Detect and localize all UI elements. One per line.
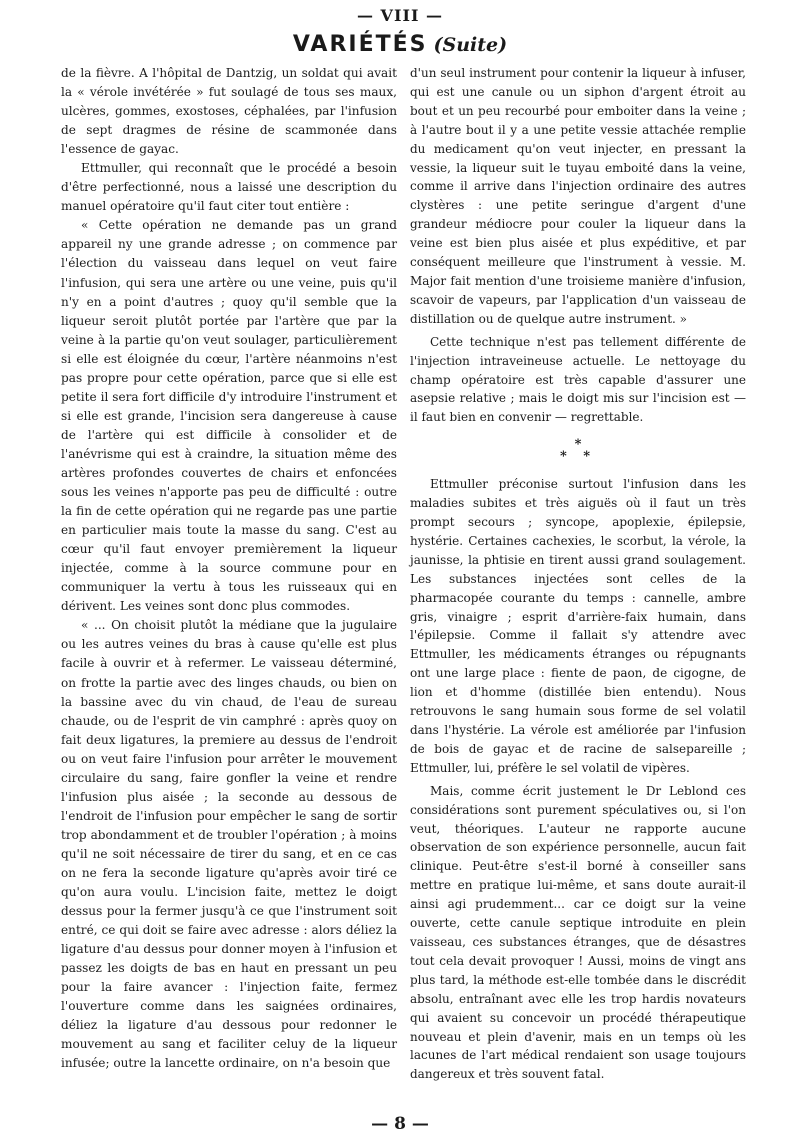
asterism-top: * xyxy=(574,437,582,453)
asterism-bottom: * * xyxy=(559,449,597,465)
right-column xyxy=(410,64,746,1084)
page-number: — 8 — xyxy=(371,1114,429,1134)
asterism-separator xyxy=(410,439,746,463)
left-column xyxy=(61,64,397,1073)
quoted-paragraph: « Cette opération ne demande pas un grand appareil ny une grande adresse ; on commence par l'élection du vaisseau dans lequel on veut faire l'infusion, qui sera une artère ou une veine, puis qu'il n'y en a point d'autres ; quoy qu'il semble que la liqueur seroit plutôt portée par l'artère que par la veine à la partie qu'on veut soulager, particulièrement si elle est éloignée du cœur, l'artère néanmoins n'est pas propre pour cette opération, parce que si elle est petite il sera fort difficile d'y introduire l'instrument et si elle est grande, l'incision sera dangereuse à cause de l'artère qui est difficile à consolider et de l'anévrisme qui est à craindre, la situation même des artères profondes couvertes de chairs et enfoncées sous les veines n'apporte pas peu de difficulté : outre la fin de cette opération qui ne regarde pas une partie en particulier mais toute la masse du sang. C'est au cœur qu'il faut envoyer premièrement la liqueur injectée, comme à la source commune pour en communiquer la vertu à tous les ruisseaux qui en dérivent. Les veines sont donc plus commodes. xyxy=(61,218,397,614)
quoted-paragraph: d'un seul instrument pour contenir la liqueur à infuser, qui est une canule ou un siphon d'argent étroit au bout et un peu recourbé pour emboiter dans la veine ; à l'autre bout il y a une petite vessie attachée remplie du medicament qu'on veut injecter, en pressant la vessie, la liqueur suit le tuyau emboité dans la veine, comme il arrive dans l'injection ordinaire des autres clystères : une petite seringue d'argent d'une grandeur médiocre pour couler la liqueur dans la veine est bien plus aisée et plus expéditive, et par conséquent meilleure que l'instrument à vessie. M. Major fait mention d'une troisieme manière d'infusion, scavoir de vapeurs, par l'application d'un vaisseau de distillation ou de quelque autre instrument. » xyxy=(410,66,746,326)
paragraph: Cette technique n'est pas tellement différente de l'injection intraveineuse actuelle. Le nettoyage du champ opératoire est très capable d'assurer une asepsie relative ; mais le doigt mis sur l'incision est — il faut bien en convenir — regrettable. xyxy=(410,334,746,425)
roman-folio: — VIII — xyxy=(356,6,443,25)
quoted-paragraph: « ... On choisit plutôt la médiane que la jugulaire ou les autres veines du bras à cause qu'elle est plus facile à ouvrir et à refermer. Le vaisseau déterminé, on frotte la partie avec des linges chauds, ou bien on la bassine avec du vin chaud, de l'eau de sureau chaude, ou de l'esprit de vin camphré : après quoy on fait deux ligatures, la premiere au dessus de l'endroit ou on veut faire l'infusion pour arrêter le mouvement circulaire du sang, faire gonfler la veine et rendre l'infusion plus aisée ; la seconde au dessous de l'endroit de l'infusion pour empêcher le sang de sortir trop abondamment et de troubler l'opération ; à moins qu'il ne soit nécessaire de tirer du sang, et en ce cas on ne fera la seconde ligature qu'après avoir tiré ce qu'on aura voulu. L'incision faite, mettez le doigt dessus pour la fermer jusqu'à ce que l'instrument soit entré, ce qui doit se faire avec adresse : alors déliez la ligature d'au dessus pour donner moyen à l'infusion et passez les doigts de bas en haut en pressant un peu pour la faire avancer : l'injection faite, fermez l'ouverture comme dans les saignées ordinaires, déliez la ligature d'au dessous pour redonner le mouvement au sang et faciliter celuy de la liqueur infusée; outre la lancette ordinaire, on n'a besoin que xyxy=(61,618,397,1071)
section-title-suffix: (Suite) xyxy=(433,34,508,56)
paragraph: Ettmuller, qui reconnaît que le procédé a besoin d'être perfectionné, nous a laissé une description du manuel opératoire qu'il faut citer tout entière : xyxy=(61,161,397,214)
paragraph: Ettmuller préconise surtout l'infusion dans les maladies subites et très aiguës où il faut un très prompt secours ; syncope, apoplexie, épilepsie, hystérie. Certaines cachexies, le scorbut, la vérole, la jaunisse, la phtisie en tirent aussi grand soulagement. Les substances injectées sont celles de la pharmacopée courante du temps : cannelle, ambre gris, vinaigre ; esprit d'arrière-faix humain, dans l'épilepsie. Comme il fallait s'y attendre avec Ettmuller, les médicaments étranges ou répugnants ont une large place : fiente de paon, de cigogne, de lion et d'homme (distillée bien entendu). Nous retrouvons le sang humain sous forme de sel volatil dans l'hystérie. La vérole est améliorée par l'infusion de bois de gayac et de racine de salsepareille ; Ettmuller, lui, préfère le sel volatil de vipères. xyxy=(410,477,746,775)
paragraph: de la fièvre. A l'hôpital de Dantzig, un soldat qui avait la « vérole invétérée » fut soulagé de tous ses maux, ulcères, gommes, exostoses, céphalées, par l'infusion de sept dragmes de résine de scammonée dans l'essence de gayac. xyxy=(61,66,397,157)
section-title-text: VARIÉTÉS xyxy=(292,32,428,57)
paragraph: Mais, comme écrit justement le Dr Leblond ces considérations sont purement spéculatives ou, si l'on veut, théoriques. L'auteur ne rapporte aucune observation de son expérience personnelle, aucun fait clinique. Peut-être s'est-il borné à conseiller sans mettre en pratique lui-même, et sans doute aurait-il ainsi agi prudemment... car ce doigt sur la veine ouverte, cette canule septique introduite en plein vaisseau, ces substances étranges, que de désastres tout cela devait provoquer ! Aussi, moins de vingt ans plus tard, la méthode est-elle tombée dans le discrédit absolu, entraînant avec elle les trop hardis novateurs qui avaient su concevoir un procédé thérapeutique nouveau et plein d'avenir, mais en un temps où les lacunes de l'art médical rendaient son usage toujours dangereux et très souvent fatal. xyxy=(410,783,746,1082)
section-title xyxy=(0,32,800,57)
